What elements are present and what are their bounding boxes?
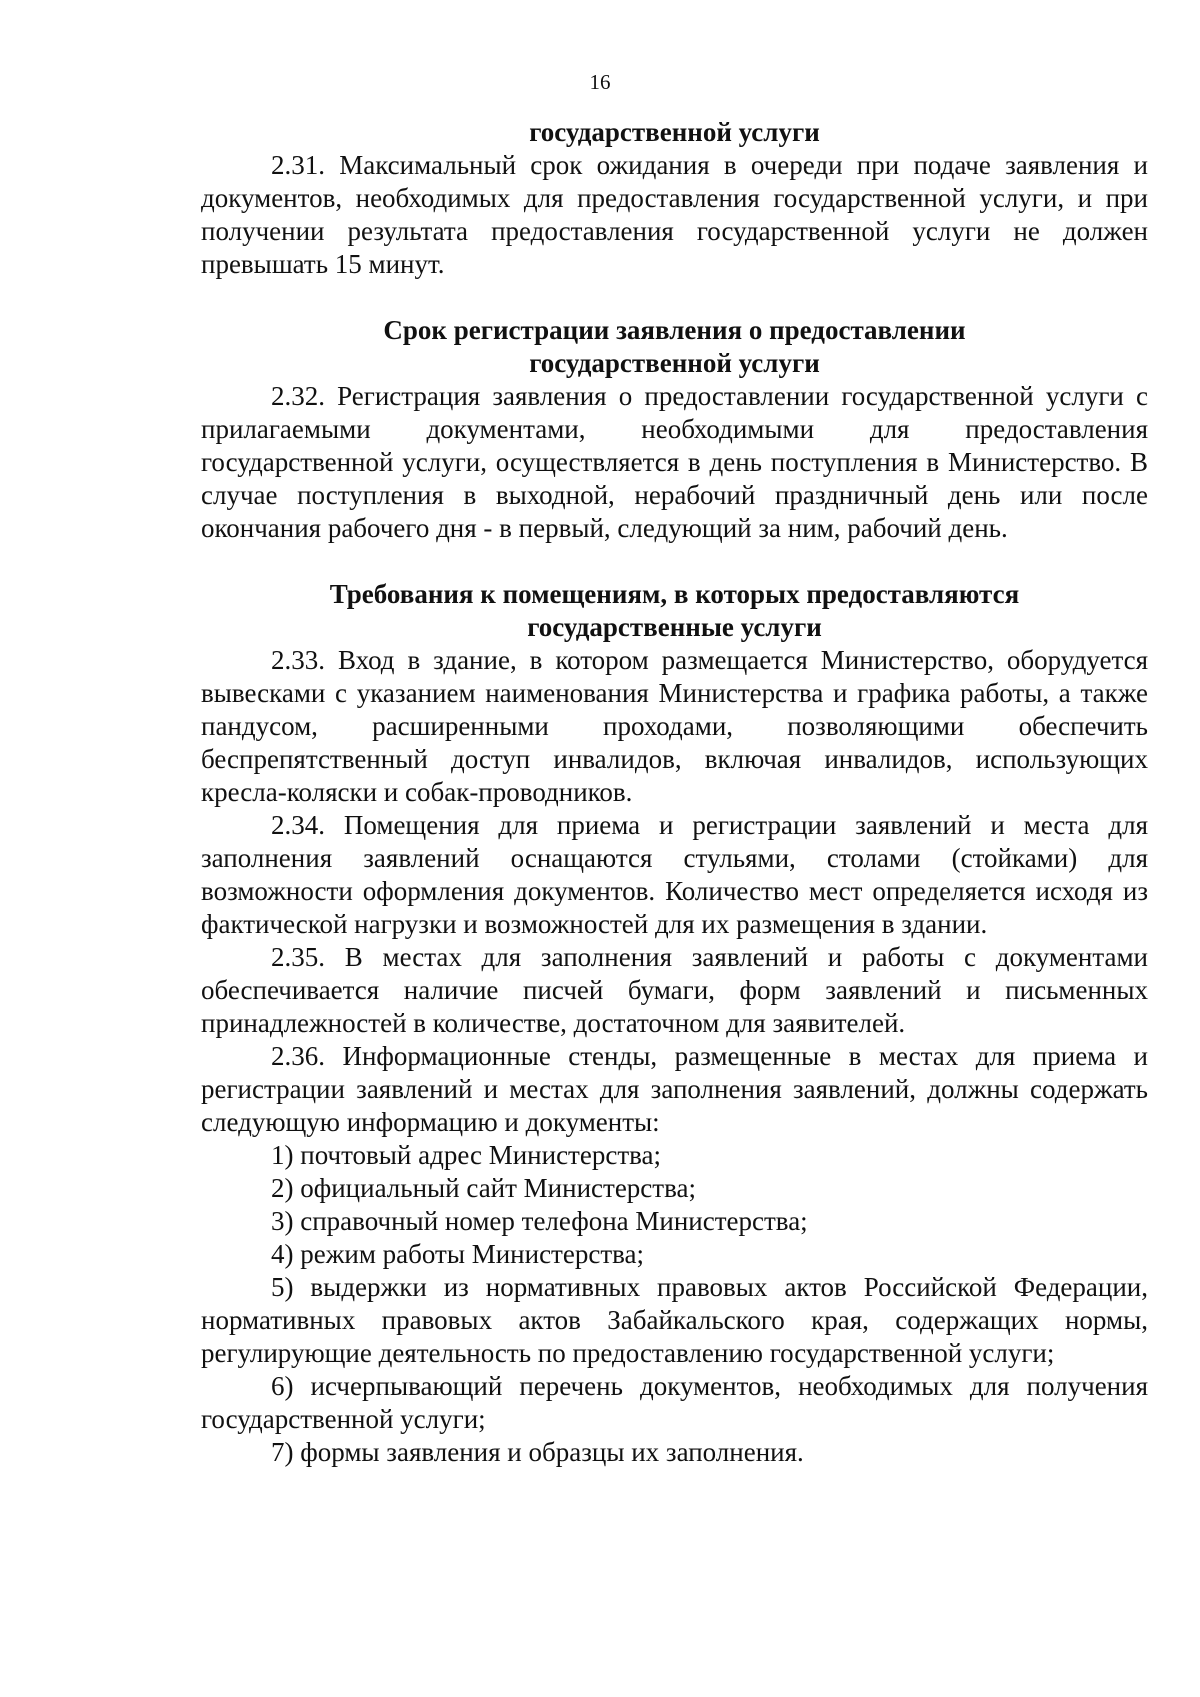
paragraph-2-33: 2.33. Вход в здание, в котором размещается Министерство, оборудуется вывесками с указанием наименования Министерства и графика работы, а также пандусом, расширенными проходами, позволяющими обеспечить беспрепятственный доступ инвалидов, включая инвалидов, использующих кресла-коляски и собак-проводников. bbox=[201, 645, 1148, 807]
section-heading-premises-line-1: Требования к помещениям, в которых предоставляются bbox=[329, 579, 1020, 609]
list-item-2-36-5: 5) выдержки из нормативных правовых актов Российской Федерации, нормативных правовых актов Забайкальского края, содержащих нормы, регулирующие деятельность по предоставлению государственной услуги; bbox=[201, 1272, 1148, 1368]
section-heading-registration bbox=[201, 314, 1148, 380]
section-heading-top bbox=[201, 116, 1148, 149]
list-item-2-36-4: 4) режим работы Министерства; bbox=[271, 1239, 645, 1269]
paragraph-2-36: 2.36. Информационные стенды, размещенные в местах для приема и регистрации заявлений и местах для заполнения заявлений, должны содержать следующую информацию и документы: bbox=[201, 1041, 1148, 1137]
section-heading-top-line: государственной услуги bbox=[529, 117, 820, 147]
list-item-2-36-3: 3) справочный номер телефона Министерства; bbox=[271, 1206, 808, 1236]
section-heading-premises-line-2: государственные услуги bbox=[527, 612, 822, 642]
page-number: 16 bbox=[589, 70, 611, 94]
paragraph-2-34: 2.34. Помещения для приема и регистрации заявлений и места для заполнения заявлений оснащаются стульями, столами (стойками) для возможности оформления документов. Количество мест определяется исходя из фактической нагрузки и возможностей для их размещения в здании. bbox=[201, 810, 1148, 939]
section-heading-registration-line-2: государственной услуги bbox=[529, 348, 820, 378]
paragraph-2-35: 2.35. В местах для заполнения заявлений и работы с документами обеспечивается наличие писчей бумаги, форм заявлений и письменных принадлежностей в количестве, достаточном для заявителей. bbox=[201, 942, 1148, 1038]
list-item-2-36-1: 1) почтовый адрес Министерства; bbox=[271, 1140, 661, 1170]
list-item-2-36-7: 7) формы заявления и образцы их заполнения. bbox=[271, 1437, 804, 1467]
section-heading-premises bbox=[201, 578, 1148, 644]
section-heading-registration-line-1: Срок регистрации заявления о предоставлении bbox=[383, 315, 966, 345]
list-item-2-36-6: 6) исчерпывающий перечень документов, необходимых для получения государственной услуги; bbox=[201, 1371, 1148, 1434]
page-content bbox=[201, 116, 1148, 1469]
paragraph-2-32: 2.32. Регистрация заявления о предоставлении государственной услуги с прилагаемыми документами, необходимыми для предоставления государственной услуги, осуществляется в день поступления в Министерство. В случае поступления в выходной, нерабочий праздничный день или после окончания рабочего дня - в первый, следующий за ним, рабочий день. bbox=[201, 381, 1148, 543]
list-item-2-36-2: 2) официальный сайт Министерства; bbox=[271, 1173, 696, 1203]
paragraph-2-31: 2.31. Максимальный срок ожидания в очереди при подаче заявления и документов, необходимых для предоставления государственной услуги, и при получении результата предоставления государственной услуги не должен превышать 15 минут. bbox=[201, 150, 1148, 279]
